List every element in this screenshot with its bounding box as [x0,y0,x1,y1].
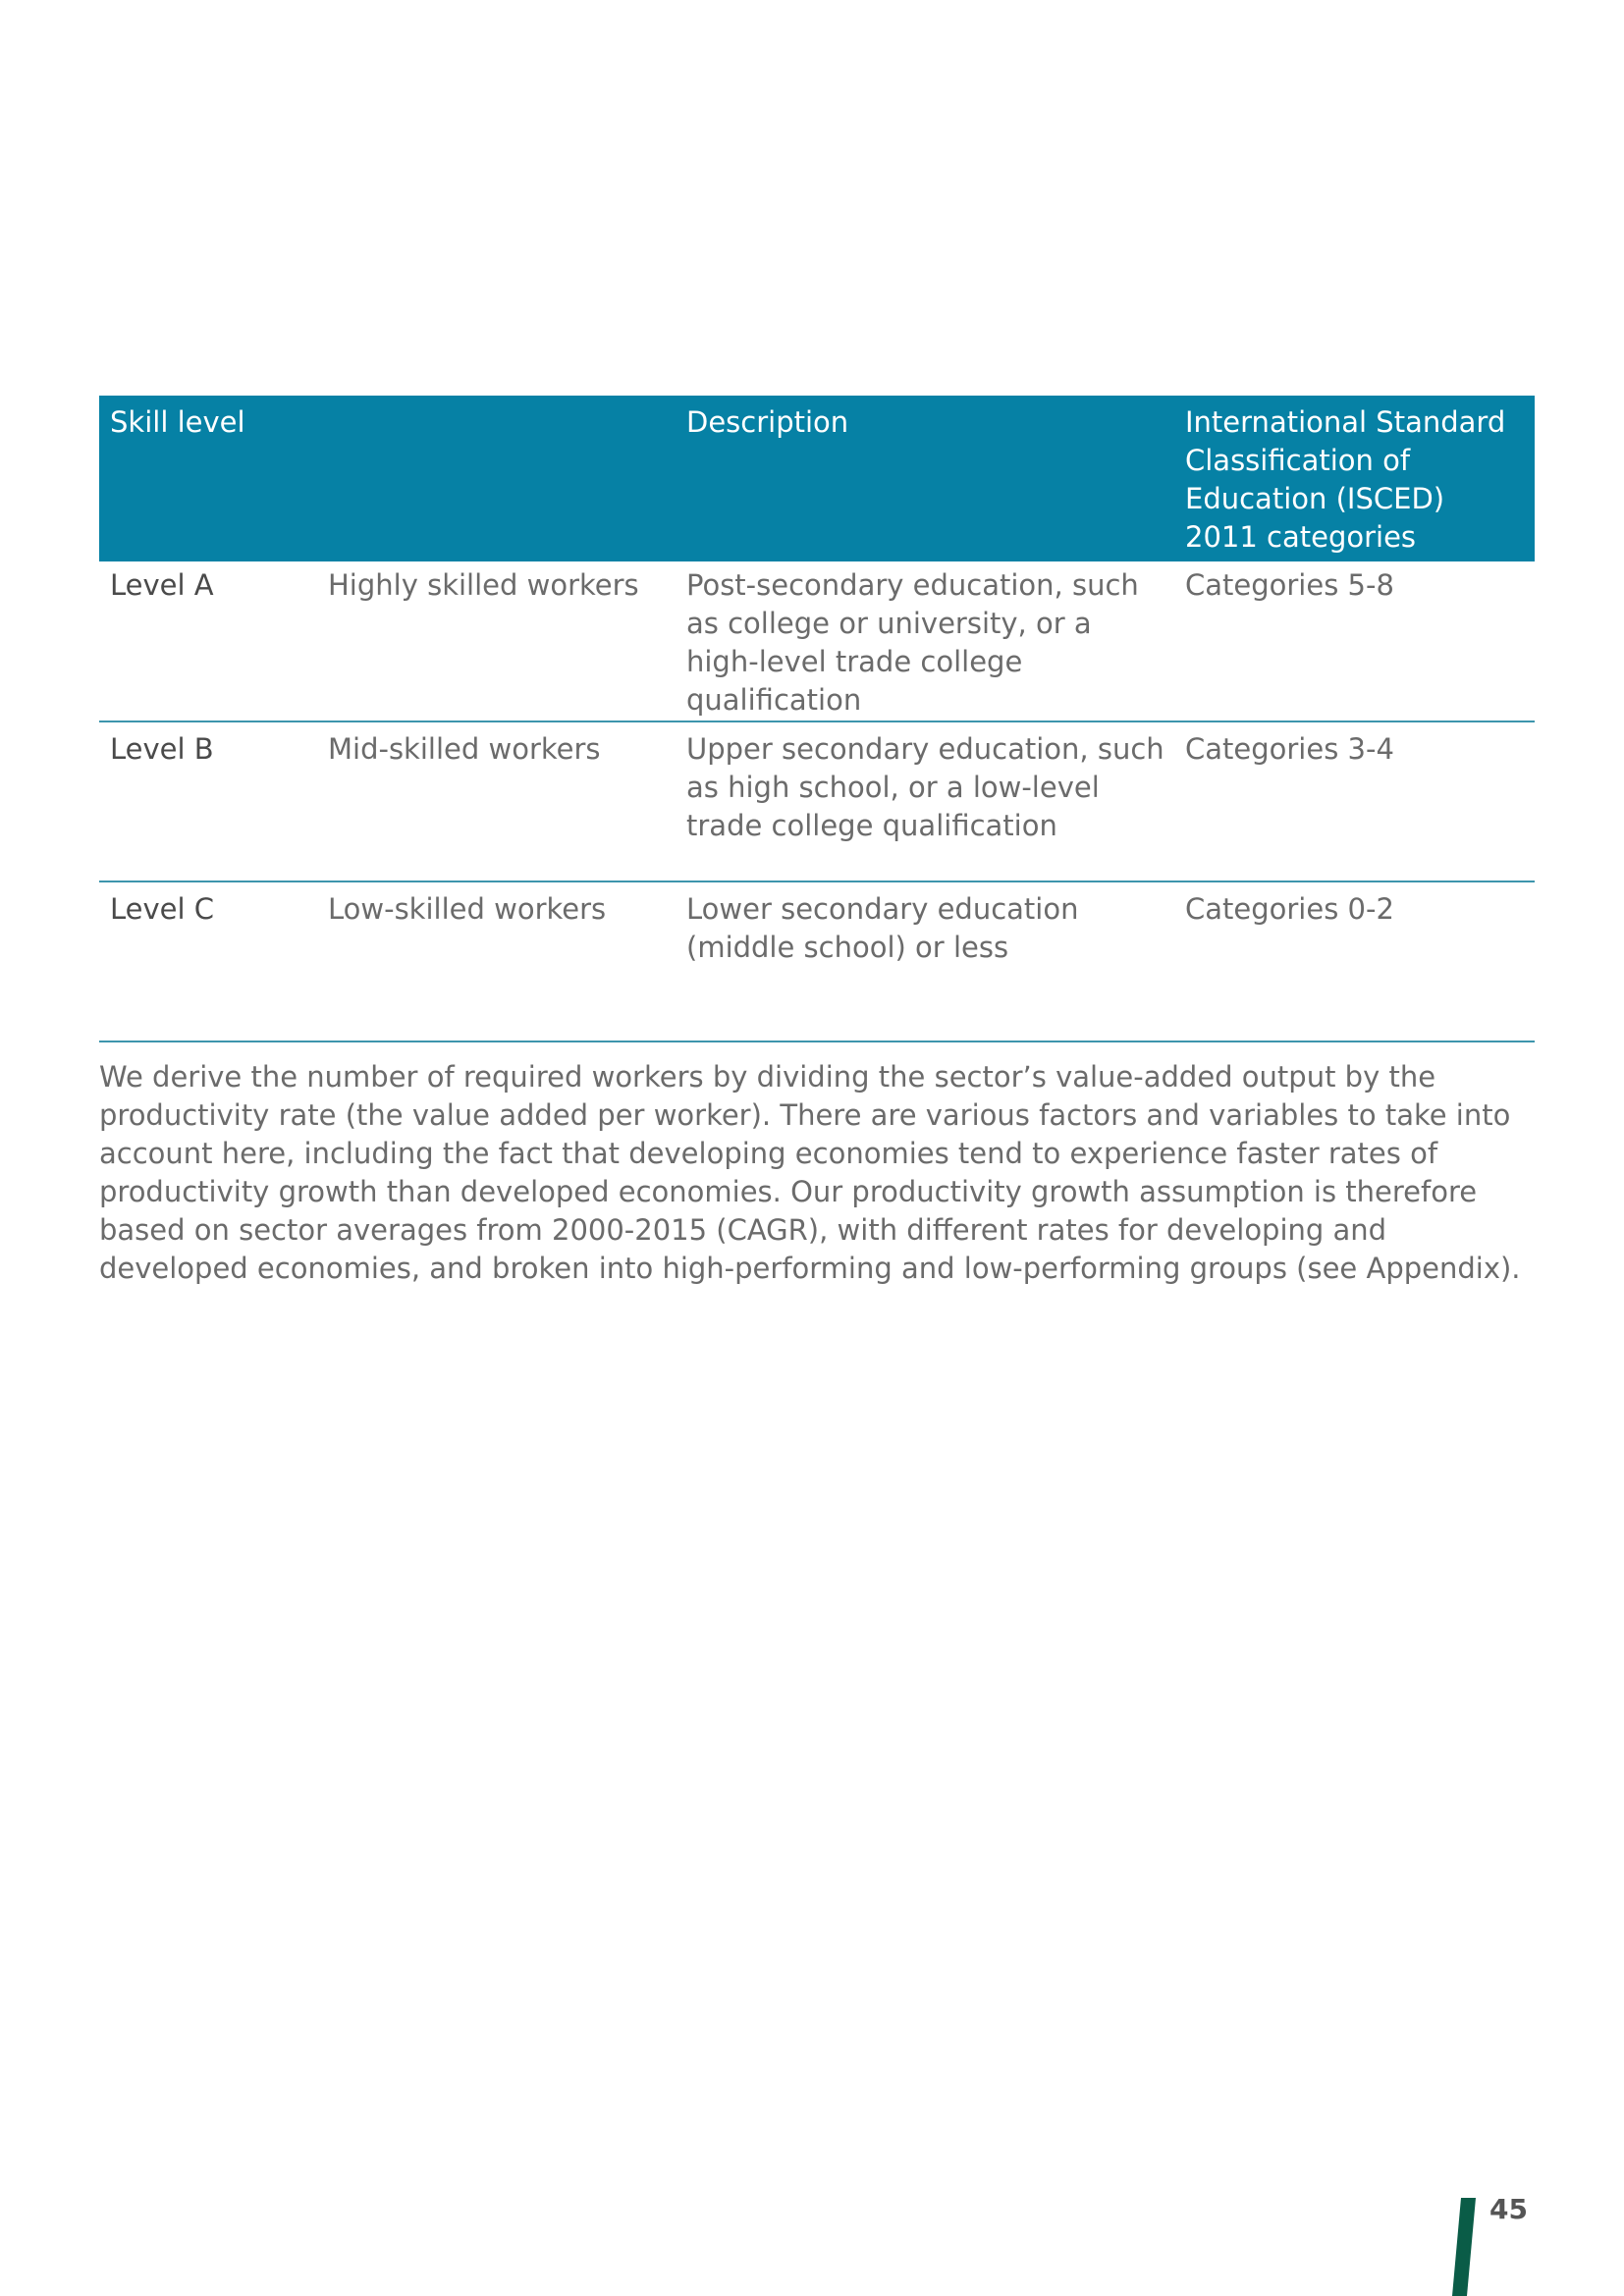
header-isced: International Standard Classification of Education (ISCED) 2011 categories [1174,396,1535,561]
level-cell: Level A [99,561,317,721]
description-cell: Upper secondary education, such as high school, or a low-level trade college qualification [676,721,1174,881]
table-row [99,721,1535,881]
workers-cell: Low-skilled workers [317,881,676,1041]
table-row [99,881,1535,1041]
skill-level-table [99,396,1535,1042]
level-cell: Level C [99,881,317,1041]
body-paragraph: We derive the number of required workers by dividing the sector’s value-added output by the productivity rate (the value added per worker). There are various factors and variables to take into account here, including the fact that developing economies tend to experience faster rates of productivity growth than developed economies. Our productivity growth assumption is therefore based on sector averages from 2000-2015 (CAGR), with different rates for developing and developed economies, and broken into high-performing and low-performing groups (see Appendix). [99,1060,1521,1285]
page-number: 45 [1489,2193,1528,2225]
workers-cell: Highly skilled workers [317,561,676,721]
green-slash-mark [1452,2198,1476,2296]
isced-cell: Categories 5-8 [1174,561,1535,721]
table-row [99,561,1535,721]
workers-cell: Mid-skilled workers [317,721,676,881]
skill-level-table-container [99,396,1535,1042]
table-header-row [99,396,1535,561]
description-cell: Lower secondary education (middle school) or less [676,881,1174,1041]
header-description: Description [676,396,1174,561]
isced-cell: Categories 0-2 [1174,881,1535,1041]
level-cell: Level B [99,721,317,881]
description-cell: Post-secondary education, such as college or university, or a high-level trade college qualification [676,561,1174,721]
isced-cell: Categories 3-4 [1174,721,1535,881]
header-skill-level: Skill level [99,396,676,561]
